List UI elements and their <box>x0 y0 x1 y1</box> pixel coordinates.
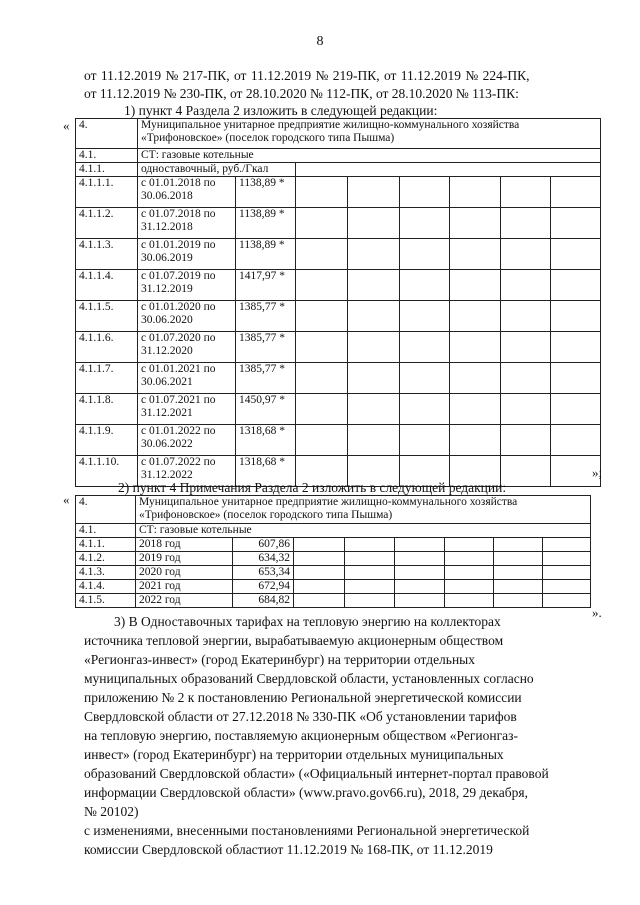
empty-cell <box>395 580 445 594</box>
empty-cell <box>296 270 348 301</box>
sub-label: СТ: газовые котельные <box>136 524 591 538</box>
empty-cell <box>348 208 400 239</box>
table-row <box>76 177 601 208</box>
table-row <box>76 363 601 394</box>
paragraph-line: с изменениями, внесенными постановлениями Региональной энергетической <box>84 823 530 838</box>
empty-cell <box>551 270 601 301</box>
row-number: 4.1.1.1. <box>76 177 138 208</box>
empty-cell <box>345 580 395 594</box>
item2-heading: 2) пункт 4 Примечания Раздела 2 изложить в следующей редакции: <box>118 480 507 495</box>
row-value: 1138,89 * <box>236 239 296 270</box>
sub-number: 4.1. <box>76 149 138 163</box>
note-table <box>75 495 591 608</box>
empty-cell <box>501 363 551 394</box>
table-row <box>76 566 591 580</box>
row-period: с 01.01.2020 по 30.06.2020 <box>138 301 236 332</box>
row-number: 4.1.1.8. <box>76 394 138 425</box>
row-period: с 01.07.2018 по 31.12.2018 <box>138 208 236 239</box>
empty-cell <box>400 301 450 332</box>
paragraph-line: «Регионгаз-инвест» (город Екатеринбург) на территории отдельных <box>84 652 475 667</box>
empty-cell <box>501 394 551 425</box>
empty-cell <box>551 239 601 270</box>
empty-cell <box>400 177 450 208</box>
empty-cell <box>494 538 543 552</box>
row-value: 1417,97 * <box>236 270 296 301</box>
empty-cell <box>494 552 543 566</box>
empty-cell <box>348 177 400 208</box>
paragraph-line: № 20102) <box>84 804 139 819</box>
empty-cell <box>445 594 494 608</box>
paragraph-line: комиссии Свердловской областиот 11.12.2019 № 168-ПК, от 11.12.2019 <box>84 842 493 857</box>
row-year: 2018 год <box>136 538 233 552</box>
empty-cell <box>501 239 551 270</box>
row-number: 4.1.1.7. <box>76 363 138 394</box>
empty-cell <box>345 594 395 608</box>
empty-cell <box>551 363 601 394</box>
empty-cell <box>348 425 400 456</box>
table-row <box>76 239 601 270</box>
empty-cell <box>348 394 400 425</box>
table-row <box>76 394 601 425</box>
row-year: 2020 год <box>136 566 233 580</box>
row-number: 4.1.1.9. <box>76 425 138 456</box>
empty-cell <box>450 208 501 239</box>
row-number: 4.1.1. <box>76 538 136 552</box>
table-row <box>76 149 601 163</box>
empty-cell <box>450 425 501 456</box>
row-number: 4.1.2. <box>76 552 136 566</box>
empty-cell <box>348 301 400 332</box>
table-row <box>76 538 591 552</box>
empty-cell <box>296 332 348 363</box>
table-row <box>76 594 591 608</box>
row-value: 672,94 <box>233 580 294 594</box>
sub-number: 4.1. <box>76 524 136 538</box>
paragraph-line: информации Свердловской области» (www.pravo.gov66.ru), 2018, 29 декабря, <box>84 785 528 800</box>
table-row <box>76 332 601 363</box>
row-value: 1138,89 * <box>236 177 296 208</box>
row-value: 1450,97 * <box>236 394 296 425</box>
empty-cell <box>296 425 348 456</box>
empty-cell <box>450 301 501 332</box>
table-row <box>76 524 591 538</box>
empty-cell <box>450 332 501 363</box>
item1-open-quote: « <box>63 118 70 133</box>
table-row <box>76 425 601 456</box>
row-value: 1318,68 * <box>236 456 296 487</box>
table-row <box>76 580 591 594</box>
empty-cell <box>400 394 450 425</box>
empty-cell <box>395 594 445 608</box>
org-number: 4. <box>76 119 138 149</box>
table-row <box>76 163 601 177</box>
table-row <box>76 552 591 566</box>
org-number: 4. <box>76 496 136 524</box>
empty-cell <box>294 552 345 566</box>
row-value: 653,34 <box>233 566 294 580</box>
empty-cell <box>450 177 501 208</box>
empty-cell <box>551 177 601 208</box>
empty-cell <box>494 566 543 580</box>
paragraph-line: 3) В Одноставочных тарифах на тепловую энергию на коллекторах <box>114 614 501 629</box>
tariff-label-blank <box>296 163 601 177</box>
item2-open-quote: « <box>63 492 70 507</box>
item2-close-mark: ». <box>592 605 602 620</box>
table-row <box>76 119 601 149</box>
empty-cell <box>543 566 591 580</box>
paragraph-line: муниципальных образований Свердловской области, установленных согласно <box>84 671 534 686</box>
row-period: с 01.07.2021 по 31.12.2021 <box>138 394 236 425</box>
empty-cell <box>543 594 591 608</box>
empty-cell <box>445 580 494 594</box>
header-line-1: от 11.12.2019 № 217-ПК, от 11.12.2019 № 219-ПК, от 11.12.2019 № 224-ПК, <box>84 68 530 83</box>
row-value: 634,32 <box>233 552 294 566</box>
empty-cell <box>445 566 494 580</box>
row-value: 1385,77 * <box>236 363 296 394</box>
empty-cell <box>296 301 348 332</box>
table-row <box>76 208 601 239</box>
paragraph-line: инвест» (город Екатеринбург) на территории отдельных муниципальных <box>84 747 504 762</box>
row-period: с 01.07.2020 по 31.12.2020 <box>138 332 236 363</box>
empty-cell <box>400 270 450 301</box>
empty-cell <box>445 552 494 566</box>
table-row <box>76 301 601 332</box>
empty-cell <box>501 425 551 456</box>
empty-cell <box>494 594 543 608</box>
empty-cell <box>551 394 601 425</box>
empty-cell <box>345 566 395 580</box>
empty-cell <box>543 538 591 552</box>
empty-cell <box>450 270 501 301</box>
empty-cell <box>294 594 345 608</box>
paragraph-line: Свердловской области от 27.12.2018 № 330-ПК «Об установлении тарифов <box>84 709 517 724</box>
item1-heading: 1) пункт 4 Раздела 2 изложить в следующей редакции: <box>124 103 438 118</box>
row-period: с 01.01.2022 по 30.06.2022 <box>138 425 236 456</box>
row-value: 1385,77 * <box>236 301 296 332</box>
row-number: 4.1.1.2. <box>76 208 138 239</box>
row-value: 1318,68 * <box>236 425 296 456</box>
row-value: 684,82 <box>233 594 294 608</box>
empty-cell <box>450 394 501 425</box>
empty-cell <box>395 552 445 566</box>
empty-cell <box>501 456 551 487</box>
page-number: 8 <box>316 34 324 49</box>
empty-cell <box>296 239 348 270</box>
empty-cell <box>551 208 601 239</box>
tariff-table <box>75 118 601 487</box>
empty-cell <box>450 239 501 270</box>
empty-cell <box>348 363 400 394</box>
empty-cell <box>543 552 591 566</box>
row-period: с 01.01.2018 по 30.06.2018 <box>138 177 236 208</box>
row-period: с 01.01.2021 по 30.06.2021 <box>138 363 236 394</box>
empty-cell <box>551 425 601 456</box>
empty-cell <box>501 270 551 301</box>
item1-close-mark: »; <box>592 465 603 480</box>
paragraph-line: источника тепловой энергии, вырабатываемую акционерным обществом <box>84 633 504 648</box>
org-name: Муниципальное унитарное предприятие жилищно-коммунального хозяйства «Трифоновское» (поселок городского типа Пышма) <box>136 496 591 524</box>
row-year: 2021 год <box>136 580 233 594</box>
tariff-label: одноставочный, руб./Гкал <box>138 163 296 177</box>
empty-cell <box>296 394 348 425</box>
empty-cell <box>450 363 501 394</box>
row-number: 4.1.1.10. <box>76 456 138 487</box>
row-number: 4.1.1.3. <box>76 239 138 270</box>
empty-cell <box>395 538 445 552</box>
empty-cell <box>296 177 348 208</box>
row-number: 4.1.1.4. <box>76 270 138 301</box>
empty-cell <box>400 425 450 456</box>
row-period: с 01.01.2019 по 30.06.2019 <box>138 239 236 270</box>
empty-cell <box>551 301 601 332</box>
tariff-number: 4.1.1. <box>76 163 138 177</box>
empty-cell <box>348 239 400 270</box>
empty-cell <box>294 538 345 552</box>
row-value: 607,86 <box>233 538 294 552</box>
paragraph-line: образований Свердловской области» («Официальный интернет-портал правовой <box>84 766 549 781</box>
row-year: 2019 год <box>136 552 233 566</box>
empty-cell <box>501 301 551 332</box>
empty-cell <box>494 580 543 594</box>
empty-cell <box>400 363 450 394</box>
org-name: Муниципальное унитарное предприятие жилищно-коммунального хозяйства «Трифоновское» (поселок городского типа Пышма) <box>138 119 601 149</box>
sub-label: СТ: газовые котельные <box>138 149 601 163</box>
row-number: 4.1.1.6. <box>76 332 138 363</box>
table-row <box>76 270 601 301</box>
paragraph-line: приложению № 2 к постановлению Региональной энергетической комиссии <box>84 690 522 705</box>
empty-cell <box>296 363 348 394</box>
empty-cell <box>296 208 348 239</box>
row-period: с 01.07.2019 по 31.12.2019 <box>138 270 236 301</box>
row-value: 1385,77 * <box>236 332 296 363</box>
row-number: 4.1.3. <box>76 566 136 580</box>
paragraph-line: на тепловую энергию, поставляемую акционерным обществом «Регионгаз- <box>84 728 518 743</box>
empty-cell <box>445 538 494 552</box>
row-period: с 01.07.2022 по 31.12.2022 <box>138 456 236 487</box>
empty-cell <box>395 566 445 580</box>
empty-cell <box>345 552 395 566</box>
empty-cell <box>501 332 551 363</box>
empty-cell <box>501 208 551 239</box>
row-year: 2022 год <box>136 594 233 608</box>
empty-cell <box>294 580 345 594</box>
row-value: 1138,89 * <box>236 208 296 239</box>
empty-cell <box>348 332 400 363</box>
table-row <box>76 496 591 524</box>
empty-cell <box>294 566 345 580</box>
empty-cell <box>345 538 395 552</box>
row-number: 4.1.5. <box>76 594 136 608</box>
empty-cell <box>400 332 450 363</box>
empty-cell <box>551 332 601 363</box>
header-line-2: от 11.12.2019 № 230-ПК, от 28.10.2020 № 112-ПК, от 28.10.2020 № 113-ПК: <box>84 86 519 101</box>
empty-cell <box>400 208 450 239</box>
row-number: 4.1.1.5. <box>76 301 138 332</box>
empty-cell <box>348 270 400 301</box>
empty-cell <box>400 239 450 270</box>
empty-cell <box>501 177 551 208</box>
row-number: 4.1.4. <box>76 580 136 594</box>
empty-cell <box>543 580 591 594</box>
